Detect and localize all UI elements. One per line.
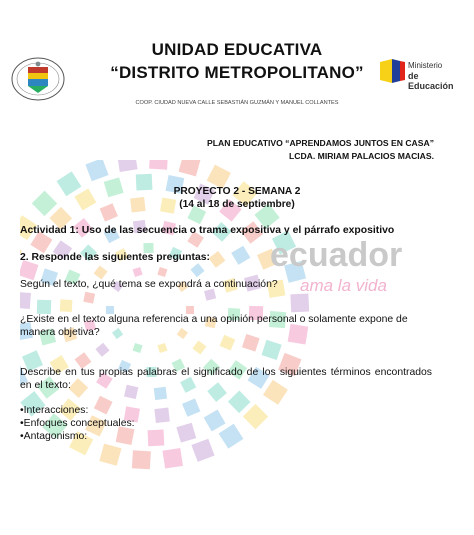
pinwheel-tile	[182, 398, 200, 416]
terms-list	[20, 404, 135, 443]
question-2: ¿Existe en el texto alguna referencia a una opinión personal o solamente expone de manera objetiva?	[20, 314, 408, 338]
pinwheel-tile	[290, 293, 309, 312]
pinwheel-tile	[209, 251, 226, 268]
question-3: Describe en tus propias palabras el significado de los siguientes términos encontrados en el texto:	[20, 367, 432, 391]
school-title-line2: “DISTRITO METROPOLITANO”	[110, 63, 364, 82]
pinwheel-tile	[192, 340, 206, 354]
question-1: Según el texto, ¿qué tema se expondrá a continuación?	[20, 279, 278, 290]
pinwheel-tile	[231, 246, 250, 265]
term-item: •Antagonismo:	[20, 431, 88, 442]
pinwheel-tile	[117, 160, 138, 172]
school-title-line1: UNIDAD EDUCATIVA	[151, 40, 323, 59]
pinwheel-tile	[95, 343, 109, 357]
school-address: COOP. CIUDAD NUEVA CALLE SEBASTIÁN GUZMÁN Y MANUEL COLLANTES	[135, 100, 339, 106]
pinwheel-tile	[132, 450, 151, 469]
ecuador-pinwheel-watermark	[20, 160, 380, 535]
pinwheel-tile	[37, 300, 51, 314]
ministry-of-education-logo	[378, 58, 460, 91]
pinwheel-tile	[83, 292, 95, 304]
project-dates: (14 al 18 de septiembre)	[179, 199, 295, 210]
term-item: •Interacciones:	[20, 405, 89, 416]
pinwheel-tile	[154, 408, 169, 423]
ministry-label-line1: Ministerio	[408, 61, 443, 70]
pinwheel-tile	[162, 448, 183, 469]
pinwheel-tile	[157, 267, 167, 277]
pinwheel-tile	[149, 160, 168, 170]
pinwheel-tile	[133, 343, 143, 353]
activity-1-heading: Actividad 1: Uso de las secuencia o trama expositiva y el párrafo expositivo	[20, 225, 395, 236]
ministry-label-line2: de Educación	[408, 71, 454, 91]
pinwheel-tile	[176, 423, 196, 443]
pinwheel-tile	[99, 444, 121, 466]
pinwheel-tile	[179, 160, 201, 176]
pinwheel-tile	[204, 410, 226, 432]
pinwheel-tile	[20, 260, 38, 280]
teacher-name: LCDA. MIRIAM PALACIOS MACIAS.	[289, 151, 434, 161]
pinwheel-tile	[157, 343, 167, 353]
plan-name: PLAN EDUCATIVO “APRENDAMOS JUNTOS EN CASA”	[207, 138, 434, 148]
watermark-ecuador-text: ecuador	[270, 236, 403, 274]
pinwheel-tile	[148, 430, 165, 447]
pinwheel-tile	[219, 424, 244, 449]
pinwheel-tile	[228, 390, 251, 413]
ecuador-flag-icon	[378, 58, 406, 84]
pinwheel-tile	[204, 289, 216, 301]
project-title: PROYECTO 2 - SEMANA 2	[173, 186, 301, 197]
activity-2-heading: 2. Responde las siguientes preguntas:	[20, 252, 210, 263]
pinwheel-tile	[191, 439, 214, 462]
pinwheel-tile	[262, 340, 282, 360]
pinwheel-tile	[94, 265, 108, 279]
pinwheel-tile	[243, 404, 268, 429]
pinwheel-tile	[20, 292, 31, 309]
pinwheel-tile	[60, 299, 73, 312]
pinwheel-tile	[190, 263, 204, 277]
watermark-slogan-text: ama la vida	[300, 276, 387, 295]
pinwheel-tile	[133, 267, 143, 277]
term-item: •Enfoques conceptuales:	[20, 418, 135, 429]
pinwheel-tile	[85, 160, 108, 181]
